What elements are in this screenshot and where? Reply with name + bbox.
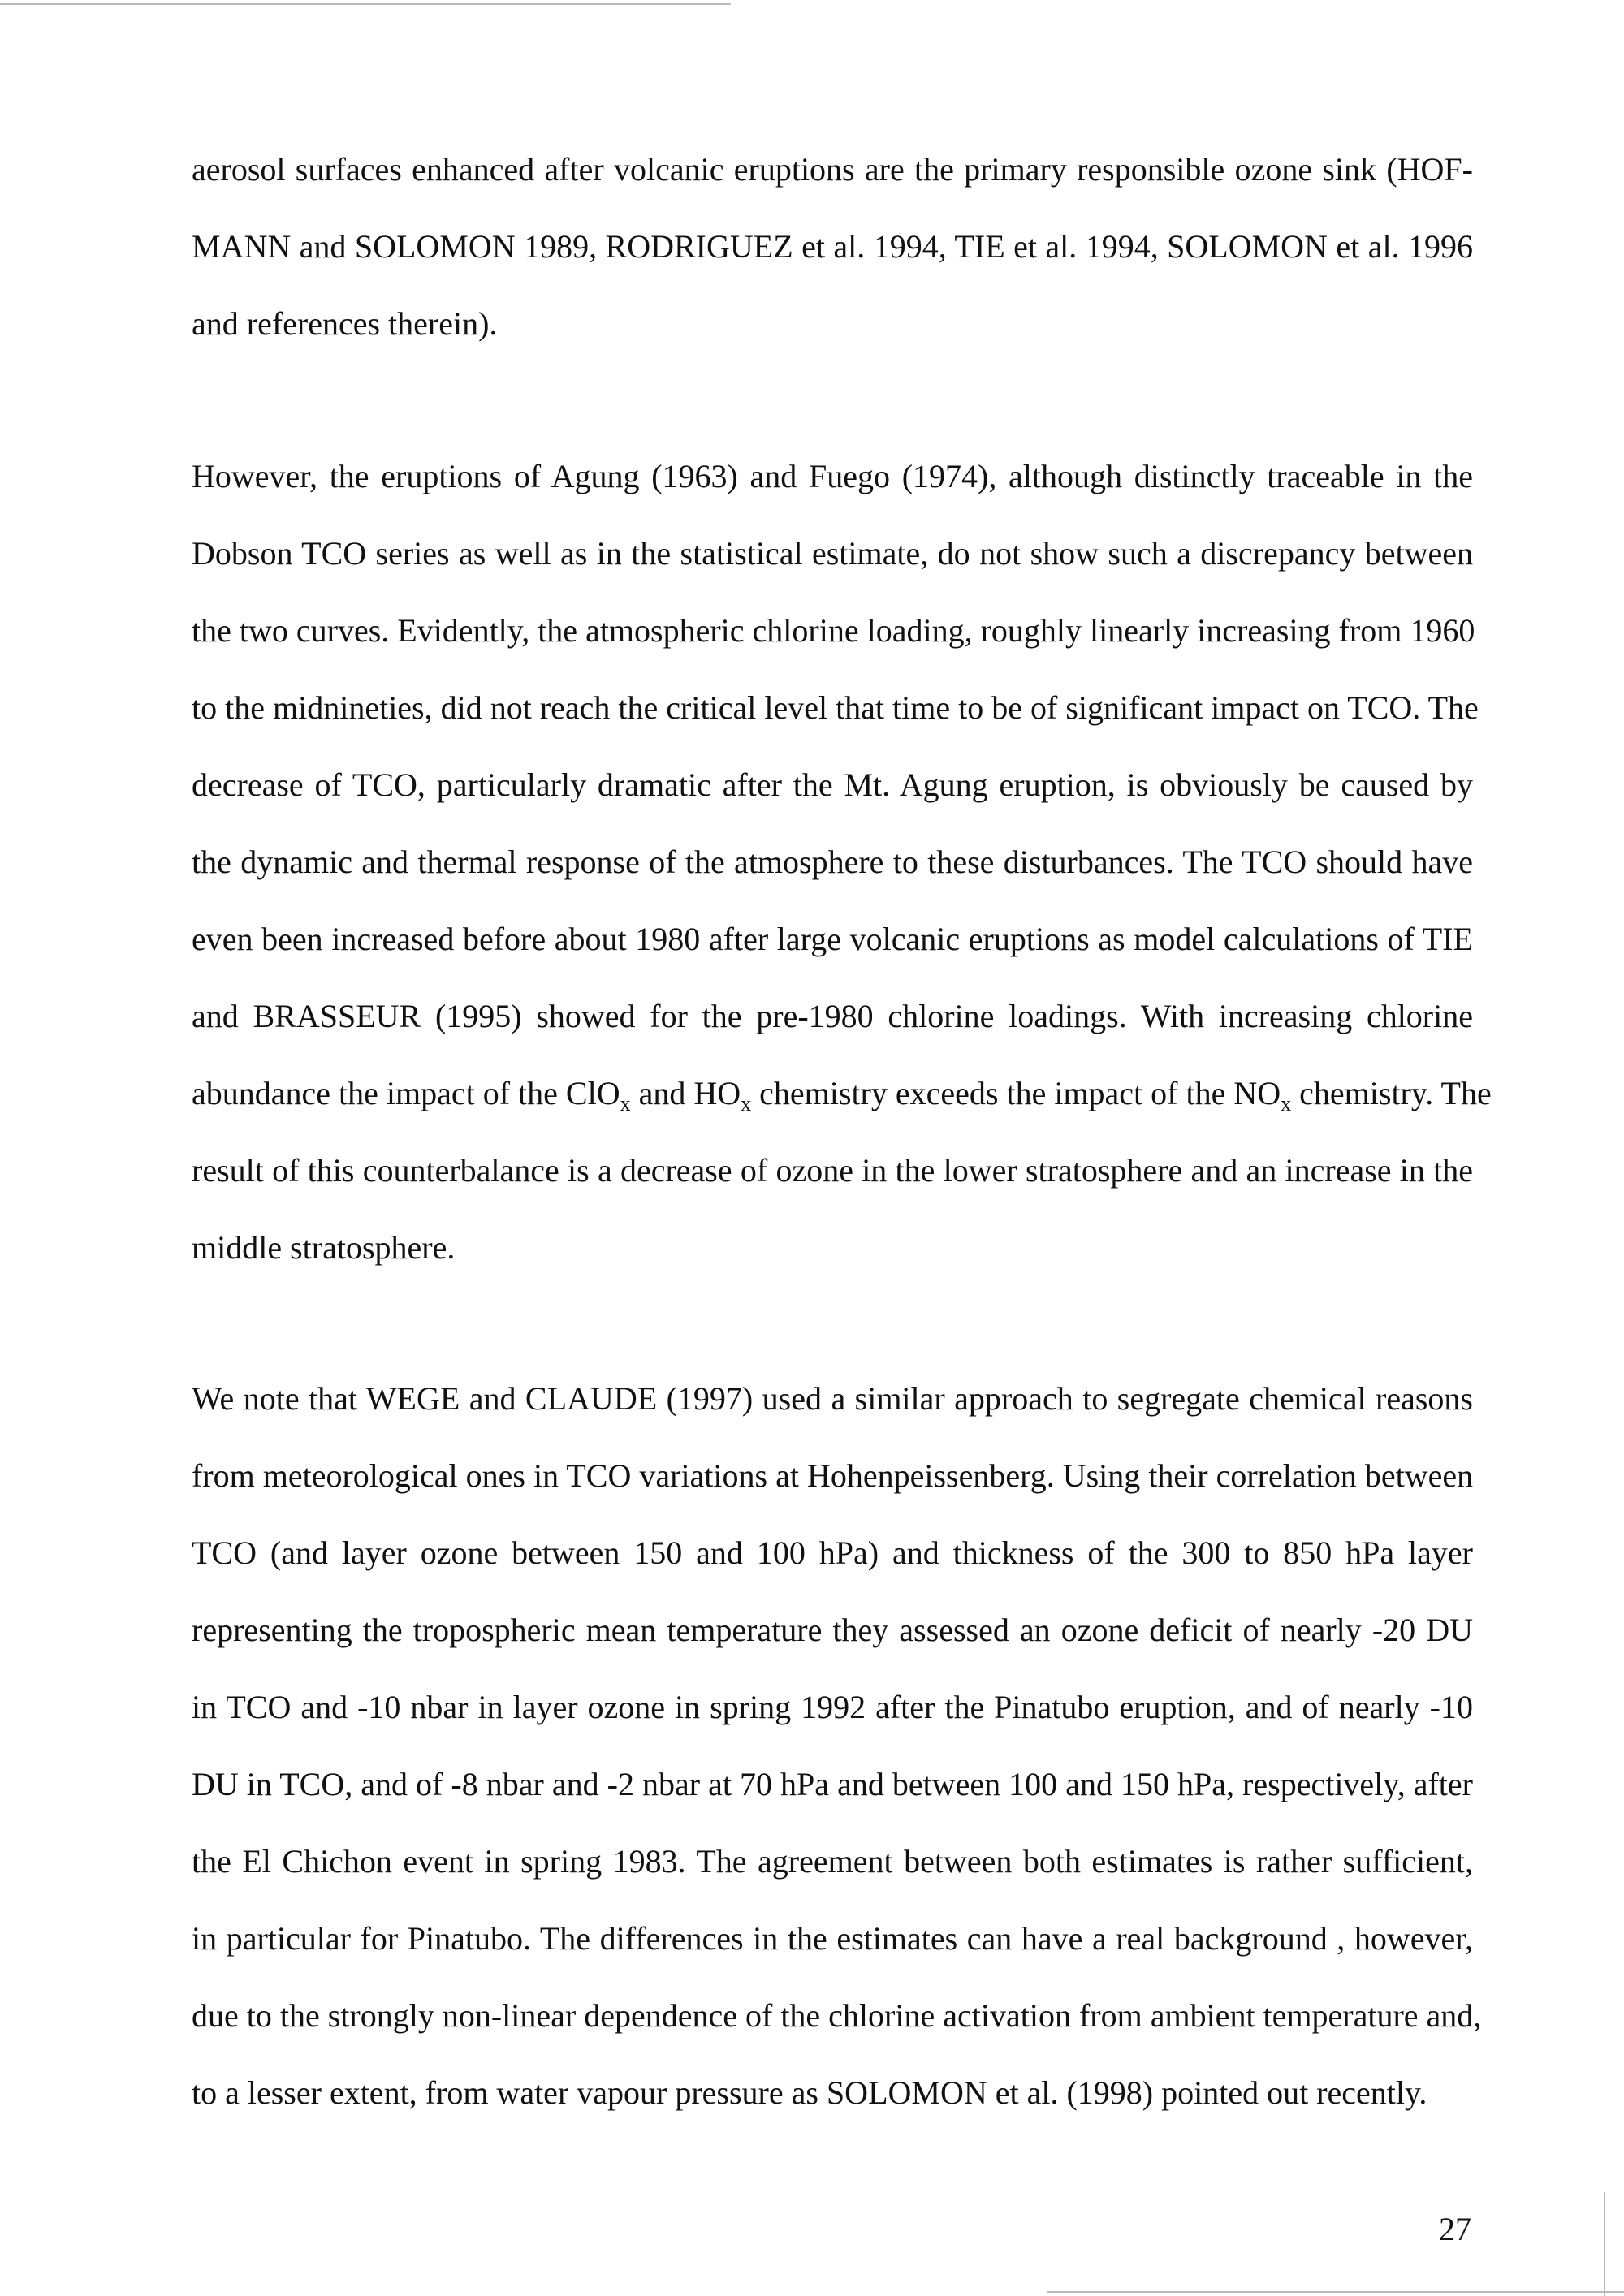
- text-line: and references therein).: [192, 305, 498, 342]
- text-line: the dynamic and thermal response of the atmosphere to these disturbances. The TCO should have: [192, 844, 1473, 880]
- text-line: the El Chichon event in spring 1983. The agreement between both estimates is rather sufficient,: [192, 1843, 1473, 1880]
- text-line: We note that WEGE and CLAUDE (1997) used a similar approach to segregate chemical reasons: [192, 1380, 1473, 1417]
- text-line: DU in TCO, and of -8 nbar and -2 nbar at 70 hPa and between 100 and 150 hPa, respectively, after: [192, 1766, 1473, 1802]
- subscript: x: [1281, 1092, 1292, 1116]
- text-line: to a lesser extent, from water vapour pressure as SOLOMON et al. (1998) pointed out recently.: [192, 2074, 1427, 2111]
- text-line: due to the strongly non-linear dependence of the chlorine activation from ambient temperature and,: [192, 1997, 1482, 2034]
- text-line: representing the tropospheric mean temperature they assessed an ozone deficit of nearly -20 DU: [192, 1612, 1473, 1648]
- text-line: decrease of TCO, particularly dramatic after the Mt. Agung eruption, is obviously be caused by: [192, 766, 1473, 803]
- scan-edge-top: [0, 3, 731, 5]
- subscript: x: [741, 1092, 752, 1116]
- text-segment: and HO: [630, 1075, 741, 1111]
- subscript: x: [620, 1092, 631, 1116]
- text-line: TCO (and layer ozone between 150 and 100 hPa) and thickness of the 300 to 850 hPa layer: [192, 1534, 1473, 1571]
- text-segment: chemistry exceeds the impact of the NO: [751, 1075, 1281, 1111]
- text-line: However, the eruptions of Agung (1963) and Fuego (1974), although distinctly traceable in the: [192, 458, 1473, 494]
- scan-edge-bottom: [1047, 2291, 1624, 2293]
- text-line: middle stratosphere.: [192, 1229, 456, 1266]
- text-line: from meteorological ones in TCO variations at Hohenpeissenberg. Using their correlation between: [192, 1457, 1474, 1494]
- scan-edge-right: [1604, 2192, 1605, 2296]
- text-segment: chemistry. The: [1291, 1075, 1492, 1111]
- text-line: and BRASSEUR (1995) showed for the pre-1980 chlorine loadings. With increasing chlorine: [192, 998, 1473, 1034]
- text-line: even been increased before about 1980 after large volcanic eruptions as model calculations of TIE: [192, 921, 1473, 957]
- text-line: in TCO and -10 nbar in layer ozone in spring 1992 after the Pinatubo eruption, and of nearly -10: [192, 1689, 1473, 1725]
- text-line: aerosol surfaces enhanced after volcanic eruptions are the primary responsible ozone sink (HOF-: [192, 151, 1473, 188]
- page-number: 27: [1439, 2211, 1471, 2247]
- text-line: MANN and SOLOMON 1989, RODRIGUEZ et al. 1994, TIE et al. 1994, SOLOMON et al. 1996: [192, 228, 1473, 265]
- text-line: [192, 1072, 1492, 1116]
- text-segment: abundance the impact of the ClO: [192, 1075, 620, 1111]
- text-line: to the midnineties, did not reach the critical level that time to be of significant impact on TCO. The: [192, 689, 1479, 726]
- text-line: result of this counterbalance is a decrease of ozone in the lower stratosphere and an increase in the: [192, 1152, 1473, 1189]
- text-line: in particular for Pinatubo. The differences in the estimates can have a real background , however,: [192, 1920, 1473, 1957]
- text-line: Dobson TCO series as well as in the statistical estimate, do not show such a discrepancy between: [192, 535, 1473, 572]
- text-line: the two curves. Evidently, the atmospheric chlorine loading, roughly linearly increasing from 1960: [192, 612, 1475, 649]
